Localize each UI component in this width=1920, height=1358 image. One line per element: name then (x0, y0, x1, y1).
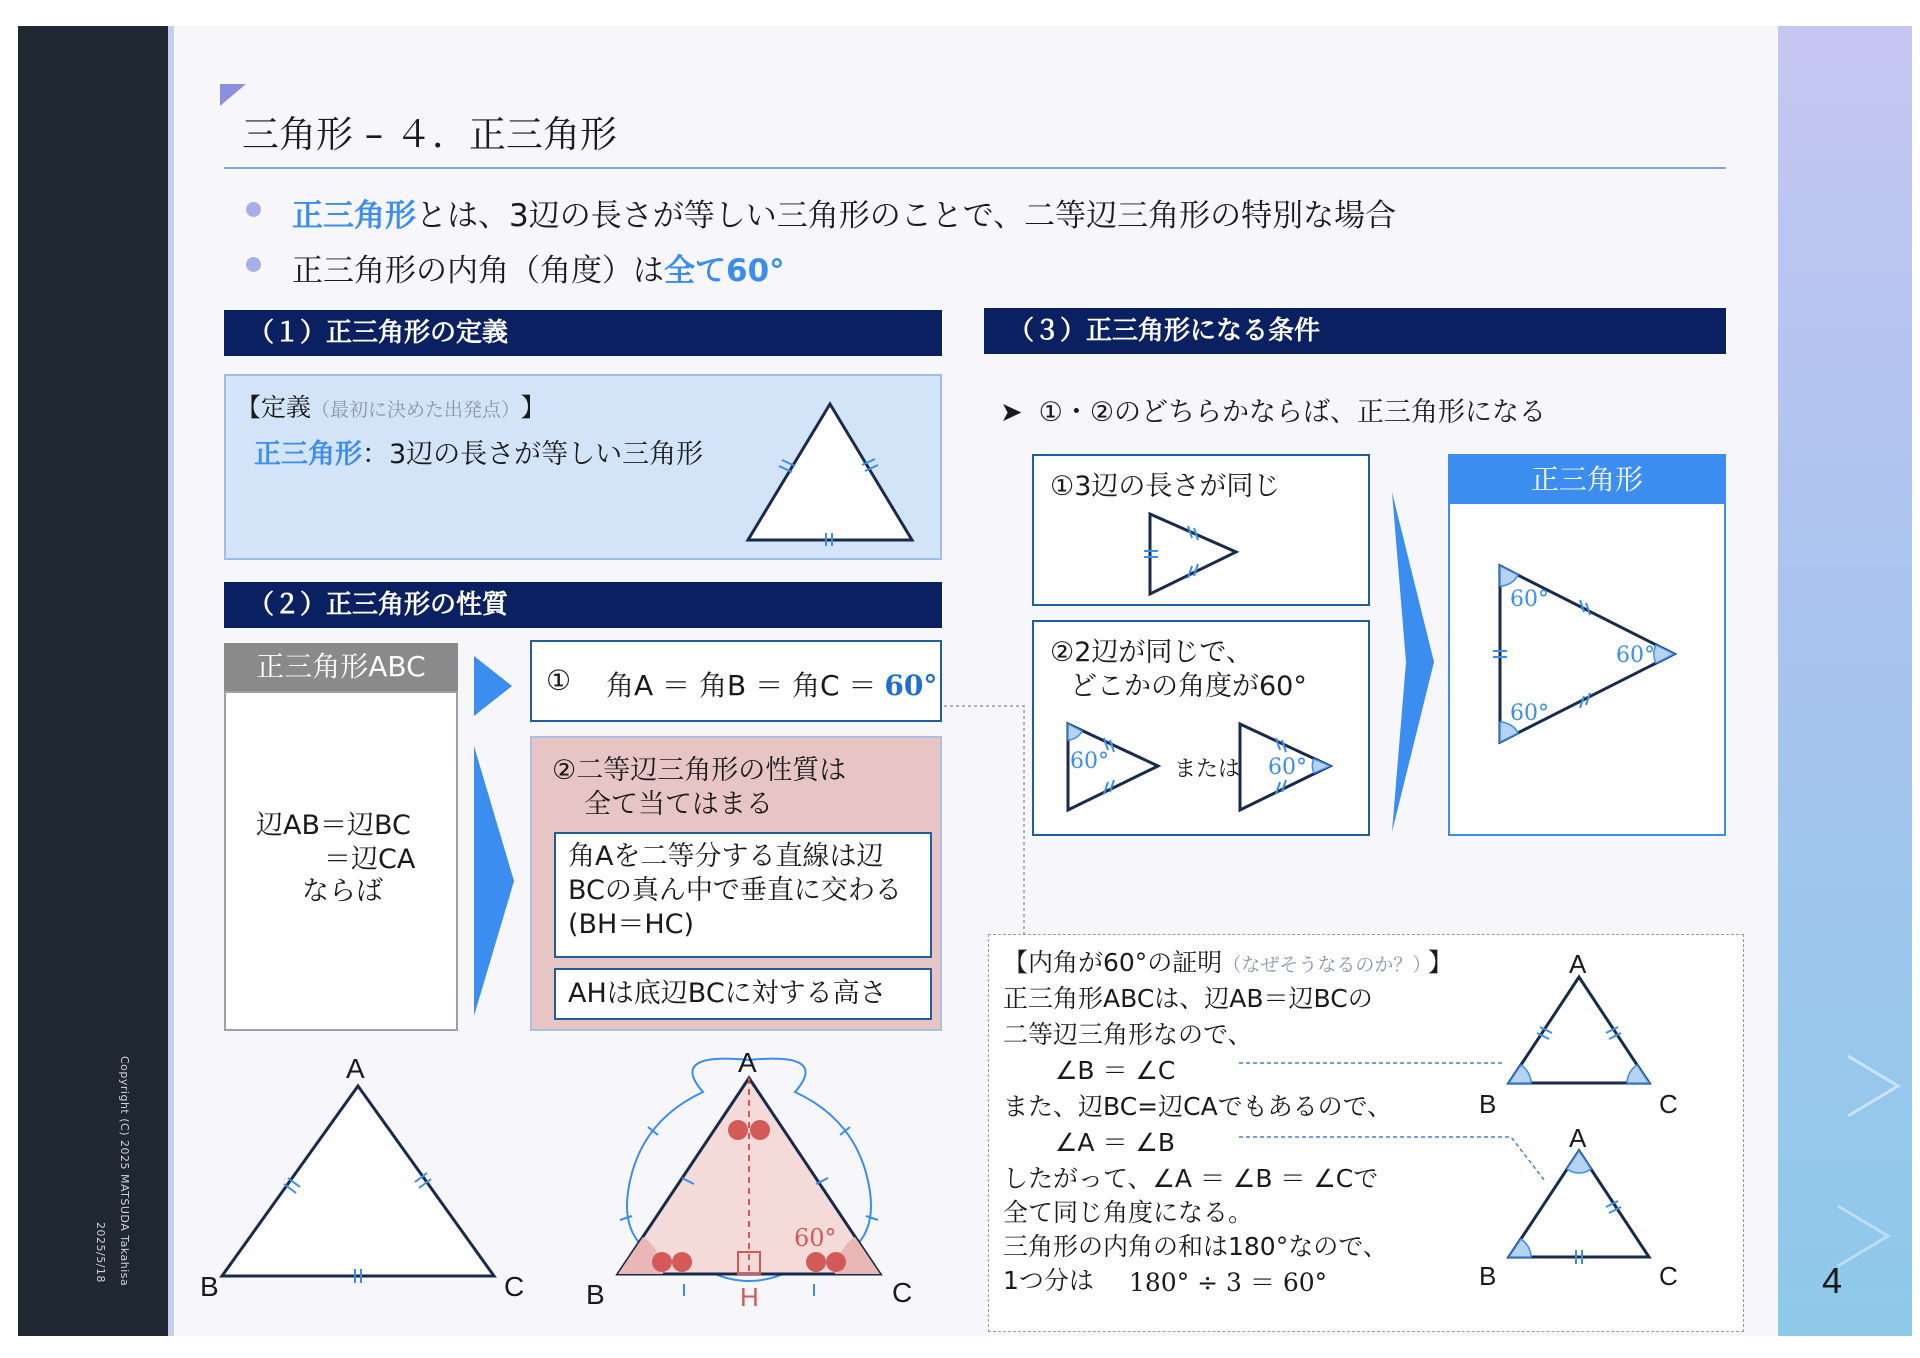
proof-line6: 三角形の内角の和は180°なので、 (1003, 1232, 1388, 1261)
def-close: 】 (520, 393, 546, 422)
proof-title-close: 】 (1427, 948, 1453, 977)
section3-header: （３）正三角形になる条件 (984, 308, 1726, 354)
vertex-label-b: B (1479, 1089, 1497, 1119)
angle-label: 60° (1268, 755, 1307, 780)
page-number: 4 (1822, 1260, 1843, 1301)
prop2-item1: 角Aを二等分する直線は辺BCの真ん中で垂直に交わる(BH＝HC) (554, 832, 932, 958)
definition-label (236, 388, 546, 424)
connector-line (942, 676, 1042, 966)
vertex-label-a: A (346, 1053, 365, 1084)
abc-line3: ならば (302, 876, 383, 907)
prop1-value: 60° (884, 669, 938, 702)
section3-lead (1000, 390, 1546, 429)
bullet-1-text: とは、3辺の長さが等しい三角形のことで、二等辺三角形の特別な場合 (416, 198, 1397, 234)
copyright-text: Copyright (C) 2025 MATSUDA Takahisa (118, 1056, 131, 1287)
def-note: （最初に決めた出発点） (311, 399, 511, 421)
vertex-label-c: C (504, 1271, 525, 1302)
section1-header: （１）正三角形の定義 (224, 310, 942, 356)
title-corner-icon (220, 84, 246, 106)
bullet-1 (292, 190, 1396, 235)
prop1-num: ① (546, 664, 572, 697)
prop2-title-line2: 全て当てはまる (584, 789, 773, 820)
bullet-2 (292, 245, 785, 290)
proof-box (988, 934, 1744, 1332)
vertex-label-b: B (586, 1279, 605, 1310)
abc-title: 正三角形ABC (224, 643, 458, 691)
arrowhead-bullet-icon: ➤ (1000, 397, 1023, 428)
sidebar-edge (168, 26, 174, 1336)
proof-eq2: ∠A ＝ ∠B (1055, 1128, 1175, 1157)
angle-label: 60° (1616, 643, 1655, 668)
proof-triangle-top (1459, 943, 1699, 1143)
vertex-label-b: B (200, 1271, 219, 1302)
vertex-label-b: B (1479, 1261, 1497, 1291)
decor-chevrons (1778, 26, 1912, 1336)
proof-calc: 180° ÷ 3 ＝ 60° (1129, 1268, 1328, 1297)
right-decor-bar (1778, 26, 1912, 1336)
left-sidebar (18, 26, 168, 1336)
foot-label-h: H (740, 1282, 759, 1312)
cond2-triangle-right (1234, 718, 1344, 818)
abc-line2: ＝辺CA (324, 844, 416, 875)
proof-title (1003, 943, 1453, 979)
arrow-right-icon (1388, 492, 1438, 832)
title-underline (224, 167, 1726, 169)
vertex-label-c: C (1659, 1089, 1678, 1119)
angle-label: 60° (1510, 701, 1549, 726)
bullet-dot-icon (246, 202, 261, 217)
cond1-triangle (1144, 506, 1254, 602)
result-box (1448, 454, 1726, 836)
definition-triangle (726, 396, 926, 546)
proof-title-text: 【内角が60°の証明 (1003, 948, 1223, 977)
prop1-text (606, 664, 937, 704)
proof-line5: 全て同じ角度になる。 (1003, 1198, 1254, 1227)
proof-triangle-bottom (1459, 1117, 1699, 1329)
angle-label: 60° (1510, 587, 1549, 612)
vertex-label-a: A (1569, 1123, 1587, 1153)
prop2-item2: AHは底辺BCに対する高さ (554, 968, 932, 1020)
date-text: 2025/5/18 (94, 1222, 107, 1283)
slide (18, 26, 1912, 1336)
cond2-line1: ②2辺が同じで、 (1050, 637, 1253, 668)
definition-text (254, 432, 703, 471)
bullet-2-highlight: 全て60° (664, 253, 785, 289)
proof-line3: また、辺BC=辺CAでもあるので、 (1003, 1092, 1393, 1121)
proof-line4: したがって、∠A ＝ ∠B ＝ ∠Cで (1003, 1164, 1379, 1193)
prop1-eq: 角A ＝ 角B ＝ 角C ＝ (606, 669, 877, 702)
cond1-text: ①3辺の長さが同じ (1050, 471, 1281, 502)
property1-box (530, 640, 942, 722)
condition2-box (1032, 620, 1370, 836)
bullet-1-highlight: 正三角形 (292, 198, 416, 234)
lead-text: ①・②のどちらかならば、正三角形になる (1038, 397, 1547, 428)
vertex-label-c: C (1659, 1261, 1678, 1291)
condition1-box (1032, 454, 1370, 606)
triangle-height-diagram (578, 1032, 938, 1336)
vertex-label-c: C (892, 1277, 913, 1308)
vertex-label-a: A (1569, 949, 1587, 979)
result-title: 正三角形 (1450, 456, 1724, 504)
definition-box (224, 374, 942, 560)
proof-line7: 1つ分は (1003, 1266, 1094, 1295)
prop2-title-line1: ②二等辺三角形の性質は (552, 755, 847, 786)
bullet-2-text: 正三角形の内角（角度）は (292, 253, 664, 289)
def-term-text: ：3辺の長さが等しい三角形 (362, 439, 704, 470)
result-triangle (1490, 556, 1710, 766)
bullet-dot-icon (246, 257, 261, 272)
proof-eq1: ∠B ＝ ∠C (1055, 1056, 1176, 1085)
proof-title-note: （なぜそうなるのか？） (1222, 954, 1422, 976)
angle-label: 60° (794, 1224, 837, 1252)
vertex-label-a: A (738, 1047, 757, 1078)
arrow-right-icon (474, 746, 516, 1016)
def-term: 正三角形 (254, 439, 362, 470)
page-title: 三角形 – ４．正三角形 (242, 113, 618, 156)
property2-box (530, 736, 942, 1031)
or-text: または (1174, 757, 1241, 782)
arrow-right-icon (474, 656, 514, 716)
def-label-text: 【定義 (236, 393, 312, 422)
proof-line1: 正三角形ABCは、辺AB＝辺BCの (1003, 984, 1373, 1013)
triangle-abc (198, 1036, 558, 1336)
proof-line2: 二等辺三角形なので、 (1003, 1020, 1253, 1049)
abc-box (224, 691, 458, 1031)
cond2-line2: どこかの角度が60° (1070, 671, 1307, 702)
cond2-triangle-left (1062, 718, 1172, 818)
section2-header: （２）正三角形の性質 (224, 582, 942, 628)
abc-line1: 辺AB＝辺BC (256, 810, 411, 841)
angle-label: 60° (1070, 749, 1109, 774)
